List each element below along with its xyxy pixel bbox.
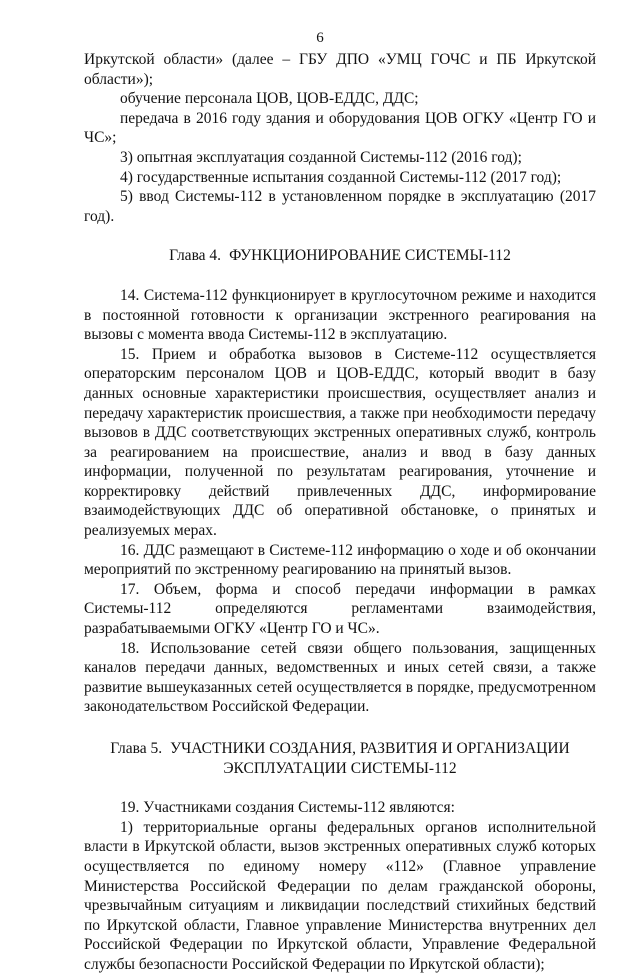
chapter-4-title: ФУНКЦИОНИРОВАНИЕ СИСТЕМЫ-112 (229, 247, 511, 265)
paragraph-list-item: 5) ввод Системы-112 в установленном порядке в эксплуатацию (2017 год). (84, 188, 596, 225)
paragraph-list-item: 3) опытная эксплуатация созданной Системы-112 (2016 год); (120, 148, 522, 166)
paragraph-list-item: обучение персонала ЦОВ, ЦОВ-ЕДДС, ДДС; (120, 90, 419, 108)
chapter-5-title-line-2: ЭКСПЛУАТАЦИИ СИСТЕМЫ-112 (223, 759, 457, 777)
paragraph-18: 18. Использование сетей связи общего пользования, защищенных каналов передачи данных, ведомственных и иных сетей связи, а также развитие вышеуказанных сетей осуществляется в порядке, предусмотренном законодательством Российской Федерации. (84, 639, 596, 716)
paragraph-16: 16. ДДС размещают в Системе-112 информацию о ходе и об окончании мероприятий по экстренному реагированию на принятый вызов. (84, 541, 596, 579)
paragraph-list-item: передача в 2016 году здания и оборудования ЦОВ ОГКУ «Центр ГО и ЧС»; (84, 109, 596, 147)
chapter-5-heading (84, 739, 596, 778)
paragraph-list-item: 4) государственные испытания созданной Системы-112 (2017 год); (120, 168, 562, 186)
paragraph-19-item-1: 1) территориальные органы федеральных органов исполнительной власти в Иркутской области, вызов экстренных оперативных служб которых осуществляется по единому номеру «112» (Главное управление Министерства Российской Федерации по делам гражданской обороны, чрезвычайным ситуациям и ликвидации последствий стихийных бедствий по Иркутской области, Главное управление Министерства внутренних дел Российской Федерации по Иркутской области, Управление Федеральной службы безопасности Российской Федерации по Иркутской области); (84, 818, 596, 973)
page-number: 6 (316, 30, 324, 46)
chapter-5-number: Глава 5. (110, 740, 163, 757)
paragraph-15: 15. Прием и обработка вызовов в Системе-112 осуществляется операторским персоналом ЦОВ и ЦОВ-ЕДДС, который вводит в базу данных основные характеристики происшествия, осуществляет анализ и передачу характеристик происшествия, а также при необходимости передачу вызовов в ДДС соответствующих экстренных оперативных служб, контроль за реагированием на происшествие, анализ и ввод в базу данных информации, полученной по результатам реагирования, уточнение и корректировку действий привлеченных ДДС, информирование взаимодействующих ДДС об оперативной обстановке, о принятых и реализуемых мерах. (84, 345, 596, 540)
paragraph-continuation: Иркутской области» (далее – ГБУ ДПО «УМЦ ГОЧС и ПБ Иркутской области»); (84, 51, 596, 88)
paragraph-14: 14. Система-112 функционирует в круглосуточном режиме и находится в постоянной готовности к организации экстренного реагирования на вызовы с момента ввода Системы-112 в эксплуатацию. (84, 286, 596, 344)
chapter-4-heading (84, 246, 596, 266)
paragraph-19: 19. Участниками создания Системы-112 являются: (120, 799, 455, 817)
paragraph-17: 17. Объем, форма и способ передачи информации в рамках Системы-112 определяются регламентами взаимодействия, разрабатываемыми ОГКУ «Центр ГО и ЧС». (84, 580, 596, 638)
document-body (84, 50, 596, 975)
chapter-4-number: Глава 4. (169, 247, 222, 265)
chapter-5-title-line-1: УЧАСТНИКИ СОЗДАНИЯ, РАЗВИТИЯ И ОРГАНИЗАЦИИ (170, 740, 570, 757)
